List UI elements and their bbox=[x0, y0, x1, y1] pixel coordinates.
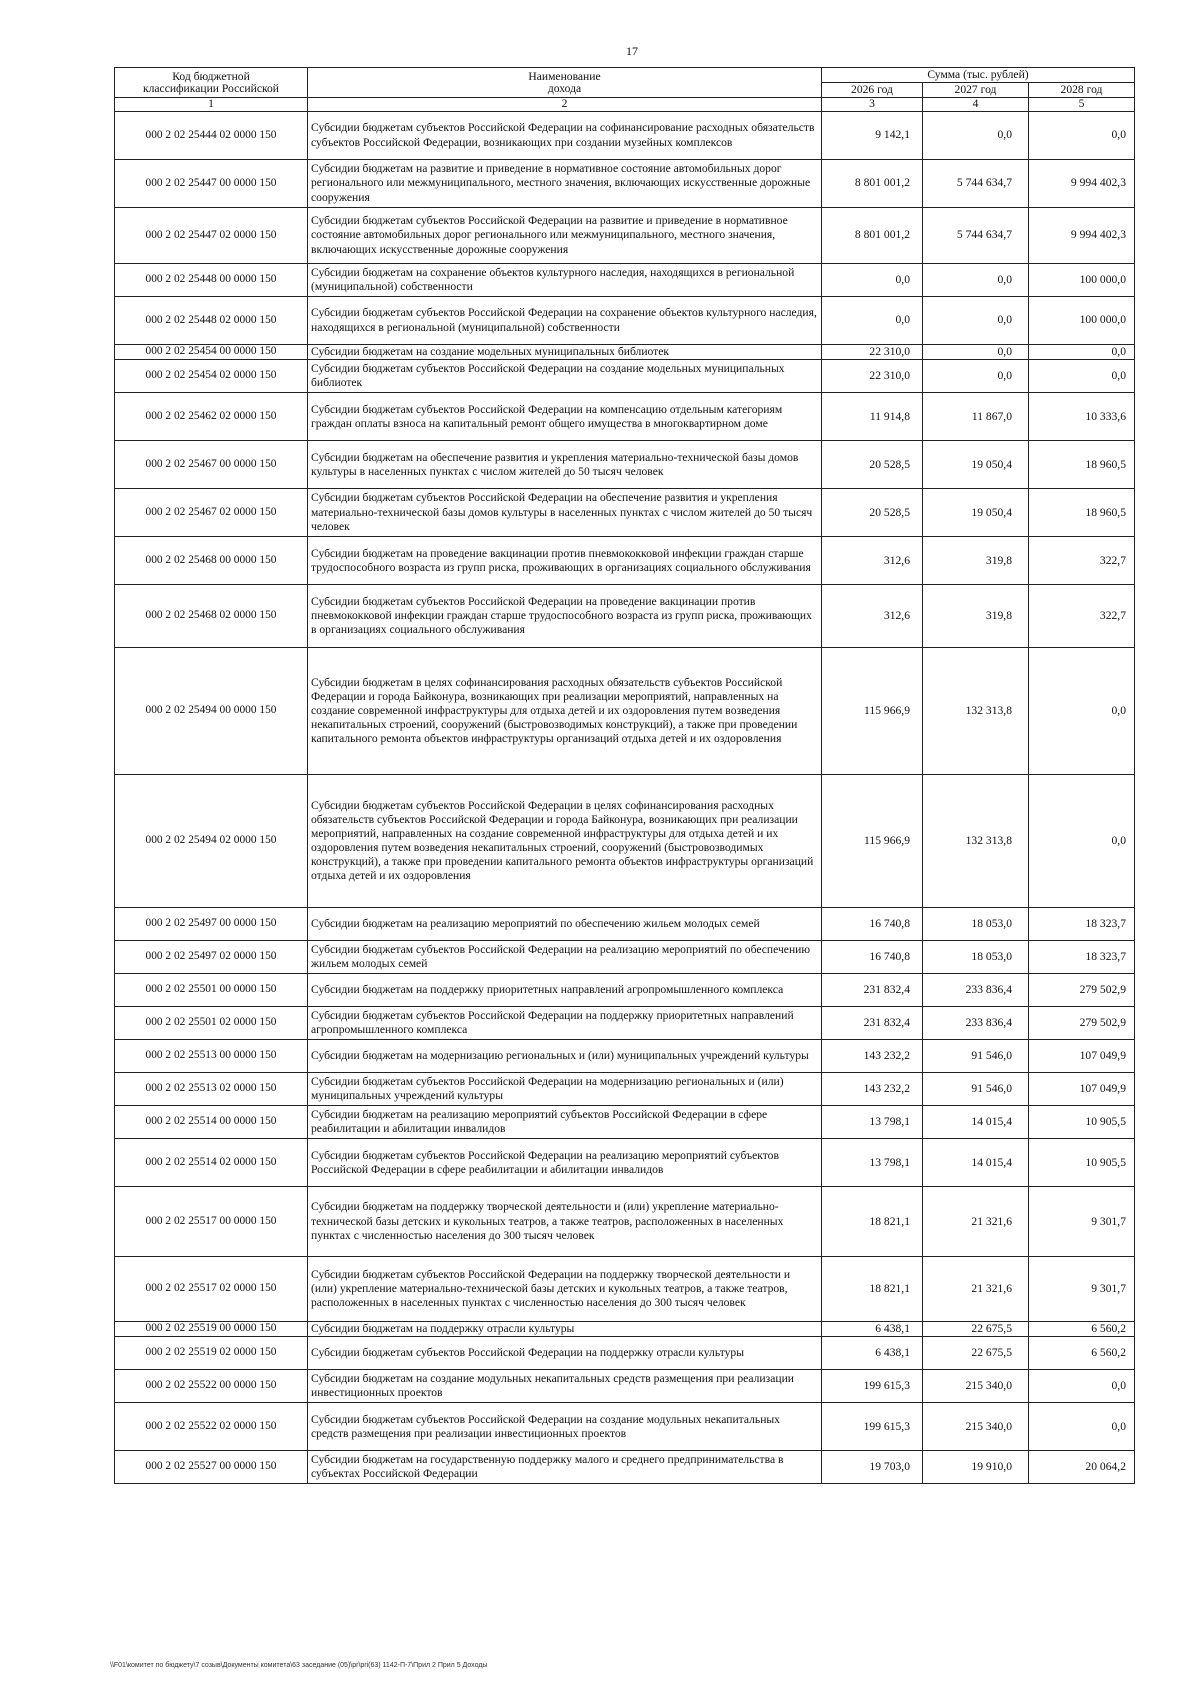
budget-code-cell: 000 2 02 25522 00 0000 150 bbox=[115, 1370, 308, 1403]
column-number: 3 bbox=[822, 98, 923, 112]
revenue-name-cell: Субсидии бюджетам на обеспечение развития и укрепления материально-технической базы домов культуры в населенных пунктах с числом жителей до 50 тысяч человек bbox=[308, 441, 822, 489]
amount-2027-cell: 21 321,6 bbox=[923, 1187, 1029, 1257]
budget-code-cell: 000 2 02 25447 00 0000 150 bbox=[115, 160, 308, 208]
amount-2028-cell: 9 994 402,3 bbox=[1029, 160, 1135, 208]
budget-code-cell: 000 2 02 25527 00 0000 150 bbox=[115, 1451, 308, 1484]
amount-2028-cell: 10 333,6 bbox=[1029, 393, 1135, 441]
budget-code-cell: 000 2 02 25514 02 0000 150 bbox=[115, 1139, 308, 1187]
revenue-name-cell: Субсидии бюджетам субъектов Российской Федерации на развитие и приведение в нормативное состояние автомобильных дорог регионального или межмуниципального, местного значения, включающих искусственные дорожные сооружения bbox=[308, 208, 822, 264]
amount-2026-cell: 6 438,1 bbox=[822, 1322, 923, 1337]
amount-2028-cell: 18 960,5 bbox=[1029, 489, 1135, 537]
amount-2026-cell: 13 798,1 bbox=[822, 1139, 923, 1187]
table-row bbox=[115, 1403, 1135, 1451]
table-row bbox=[115, 360, 1135, 393]
amount-2026-cell: 231 832,4 bbox=[822, 1007, 923, 1040]
amount-2028-cell: 0,0 bbox=[1029, 1403, 1135, 1451]
amount-2026-cell: 115 966,9 bbox=[822, 775, 923, 908]
amount-2028-cell: 9 301,7 bbox=[1029, 1187, 1135, 1257]
table-row bbox=[115, 585, 1135, 648]
amount-2027-cell: 91 546,0 bbox=[923, 1040, 1029, 1073]
table-row bbox=[115, 537, 1135, 585]
budget-code-cell: 000 2 02 25517 00 0000 150 bbox=[115, 1187, 308, 1257]
amount-2027-cell: 22 675,5 bbox=[923, 1337, 1029, 1370]
amount-2026-cell: 199 615,3 bbox=[822, 1370, 923, 1403]
revenue-name-cell: Субсидии бюджетам на сохранение объектов культурного наследия, находящихся в региональной (муниципальной) собственности bbox=[308, 264, 822, 297]
budget-code-cell: 000 2 02 25447 02 0000 150 bbox=[115, 208, 308, 264]
revenue-name-cell: Субсидии бюджетам субъектов Российской Федерации на модернизацию региональных и (или) муниципальных учреждений культуры bbox=[308, 1073, 822, 1106]
revenue-name-cell: Субсидии бюджетам на проведение вакцинации против пневмококковой инфекции граждан старше трудоспособного возраста из групп риска, проживающих в организациях социального обслуживания bbox=[308, 537, 822, 585]
amount-2027-cell: 0,0 bbox=[923, 345, 1029, 360]
budget-code-cell: 000 2 02 25454 00 0000 150 bbox=[115, 345, 308, 360]
amount-2028-cell: 100 000,0 bbox=[1029, 264, 1135, 297]
header-year-2028: 2028 год bbox=[1029, 83, 1135, 98]
budget-code-cell: 000 2 02 25468 00 0000 150 bbox=[115, 537, 308, 585]
amount-2027-cell: 233 836,4 bbox=[923, 974, 1029, 1007]
amount-2026-cell: 20 528,5 bbox=[822, 489, 923, 537]
table-row bbox=[115, 160, 1135, 208]
revenue-name-cell: Субсидии бюджетам субъектов Российской Федерации на компенсацию отдельным категориям граждан оплаты взноса на капитальный ремонт общего имущества в многоквартирном доме bbox=[308, 393, 822, 441]
amount-2027-cell: 0,0 bbox=[923, 112, 1029, 160]
budget-code-cell: 000 2 02 25501 02 0000 150 bbox=[115, 1007, 308, 1040]
amount-2028-cell: 6 560,2 bbox=[1029, 1322, 1135, 1337]
revenue-name-cell: Субсидии бюджетам на поддержку приоритетных направлений агропромышленного комплекса bbox=[308, 974, 822, 1007]
revenue-name-cell: Субсидии бюджетам субъектов Российской Федерации на создание модульных некапитальных средств размещения при реализации инвестиционных проектов bbox=[308, 1403, 822, 1451]
amount-2026-cell: 13 798,1 bbox=[822, 1106, 923, 1139]
table-row bbox=[115, 1073, 1135, 1106]
table-row bbox=[115, 1007, 1135, 1040]
amount-2028-cell: 100 000,0 bbox=[1029, 297, 1135, 345]
budget-code-cell: 000 2 02 25522 02 0000 150 bbox=[115, 1403, 308, 1451]
revenue-name-cell: Субсидии бюджетам на государственную поддержку малого и среднего предпринимательства в субъектах Российской Федерации bbox=[308, 1451, 822, 1484]
budget-code-cell: 000 2 02 25501 00 0000 150 bbox=[115, 974, 308, 1007]
amount-2028-cell: 6 560,2 bbox=[1029, 1337, 1135, 1370]
revenue-name-cell: Субсидии бюджетам субъектов Российской Федерации на проведение вакцинации против пневмококковой инфекции граждан старше трудоспособного возраста из групп риска, проживающих в организациях социального обслуживания bbox=[308, 585, 822, 648]
revenue-name-cell: Субсидии бюджетам субъектов Российской Федерации в целях софинансирования расходных обязательств субъектов Российской Федерации и города Байконура, возникающих при реализации мероприятий, направленных на создание современной инфраструктуры для отдыха детей и их оздоровления путем возведения некапитальных строений, сооружений (быстровозводимых конструкций), а также при проведении капитального ремонта объектов инфраструктуры организаций отдыха детей и их оздоровления bbox=[308, 775, 822, 908]
budget-code-cell: 000 2 02 25494 02 0000 150 bbox=[115, 775, 308, 908]
revenue-name-cell: Субсидии бюджетам на модернизацию региональных и (или) муниципальных учреждений культуры bbox=[308, 1040, 822, 1073]
table-row bbox=[115, 297, 1135, 345]
revenue-name-cell: Субсидии бюджетам в целях софинансирования расходных обязательств субъектов Российской Федерации и города Байконура, возникающих при реализации мероприятий, направленных на создание современной инфраструктуры для отдыха детей и их оздоровления путем возведения некапитальных строений, сооружений (быстровозводимых конструкций), а также при проведении капитального ремонта объектов инфраструктуры организаций отдыха детей и их оздоровления bbox=[308, 648, 822, 775]
amount-2026-cell: 199 615,3 bbox=[822, 1403, 923, 1451]
table-row bbox=[115, 1257, 1135, 1322]
amount-2026-cell: 312,6 bbox=[822, 585, 923, 648]
header-name-line1: Наименование bbox=[528, 69, 601, 83]
amount-2027-cell: 21 321,6 bbox=[923, 1257, 1029, 1322]
header-year-2026: 2026 год bbox=[822, 83, 923, 98]
amount-2027-cell: 0,0 bbox=[923, 264, 1029, 297]
table-row bbox=[115, 974, 1135, 1007]
table-row bbox=[115, 112, 1135, 160]
amount-2028-cell: 9 301,7 bbox=[1029, 1257, 1135, 1322]
table-row bbox=[115, 1040, 1135, 1073]
table-row bbox=[115, 264, 1135, 297]
amount-2028-cell: 322,7 bbox=[1029, 585, 1135, 648]
amount-2027-cell: 11 867,0 bbox=[923, 393, 1029, 441]
revenue-name-cell: Субсидии бюджетам на создание модельных муниципальных библиотек bbox=[308, 345, 822, 360]
amount-2027-cell: 19 910,0 bbox=[923, 1451, 1029, 1484]
amount-2027-cell: 319,8 bbox=[923, 537, 1029, 585]
amount-2026-cell: 18 821,1 bbox=[822, 1257, 923, 1322]
header-name-line2: дохода bbox=[547, 81, 582, 95]
table-row bbox=[115, 941, 1135, 974]
column-number: 2 bbox=[308, 98, 822, 112]
column-number: 5 bbox=[1029, 98, 1135, 112]
budget-code-cell: 000 2 02 25468 02 0000 150 bbox=[115, 585, 308, 648]
table-row bbox=[115, 1370, 1135, 1403]
revenue-table bbox=[114, 67, 1135, 1484]
budget-code-cell: 000 2 02 25494 00 0000 150 bbox=[115, 648, 308, 775]
budget-code-cell: 000 2 02 25519 02 0000 150 bbox=[115, 1337, 308, 1370]
table-row bbox=[115, 1337, 1135, 1370]
amount-2026-cell: 143 232,2 bbox=[822, 1040, 923, 1073]
header-name bbox=[308, 68, 822, 98]
revenue-name-cell: Субсидии бюджетам на создание модульных некапитальных средств размещения при реализации инвестиционных проектов bbox=[308, 1370, 822, 1403]
column-number: 1 bbox=[115, 98, 308, 112]
revenue-name-cell: Субсидии бюджетам субъектов Российской Федерации на реализацию мероприятий субъектов Российской Федерации в сфере реабилитации и абилитации инвалидов bbox=[308, 1139, 822, 1187]
amount-2028-cell: 0,0 bbox=[1029, 112, 1135, 160]
budget-code-cell: 000 2 02 25513 02 0000 150 bbox=[115, 1073, 308, 1106]
revenue-name-cell: Субсидии бюджетам на развитие и приведение в нормативное состояние автомобильных дорог регионального или межмуниципального, местного значения, включающих искусственные дорожные сооружения bbox=[308, 160, 822, 208]
amount-2026-cell: 312,6 bbox=[822, 537, 923, 585]
amount-2027-cell: 5 744 634,7 bbox=[923, 208, 1029, 264]
amount-2026-cell: 16 740,8 bbox=[822, 941, 923, 974]
amount-2026-cell: 19 703,0 bbox=[822, 1451, 923, 1484]
table-row bbox=[115, 208, 1135, 264]
amount-2028-cell: 107 049,9 bbox=[1029, 1073, 1135, 1106]
revenue-name-cell: Субсидии бюджетам на реализацию мероприятий по обеспечению жильем молодых семей bbox=[308, 908, 822, 941]
revenue-name-cell: Субсидии бюджетам субъектов Российской Федерации на софинансирование расходных обязательств субъектов Российской Федерации, возникающих при создании музейных комплексов bbox=[308, 112, 822, 160]
amount-2028-cell: 20 064,2 bbox=[1029, 1451, 1135, 1484]
amount-2027-cell: 91 546,0 bbox=[923, 1073, 1029, 1106]
amount-2027-cell: 132 313,8 bbox=[923, 775, 1029, 908]
amount-2028-cell: 279 502,9 bbox=[1029, 974, 1135, 1007]
revenue-name-cell: Субсидии бюджетам на реализацию мероприятий субъектов Российской Федерации в сфере реабилитации и абилитации инвалидов bbox=[308, 1106, 822, 1139]
amount-2026-cell: 22 310,0 bbox=[822, 360, 923, 393]
amount-2027-cell: 19 050,4 bbox=[923, 489, 1029, 537]
budget-code-cell: 000 2 02 25519 00 0000 150 bbox=[115, 1322, 308, 1337]
amount-2026-cell: 143 232,2 bbox=[822, 1073, 923, 1106]
amount-2026-cell: 0,0 bbox=[822, 264, 923, 297]
revenue-name-cell: Субсидии бюджетам на поддержку отрасли культуры bbox=[308, 1322, 822, 1337]
budget-code-cell: 000 2 02 25513 00 0000 150 bbox=[115, 1040, 308, 1073]
amount-2027-cell: 18 053,0 bbox=[923, 908, 1029, 941]
header-code-line1: Код бюджетной bbox=[172, 69, 250, 83]
amount-2026-cell: 16 740,8 bbox=[822, 908, 923, 941]
header-sum: Сумма (тыс. рублей) bbox=[822, 68, 1135, 83]
amount-2028-cell: 0,0 bbox=[1029, 775, 1135, 908]
amount-2028-cell: 0,0 bbox=[1029, 360, 1135, 393]
amount-2026-cell: 9 142,1 bbox=[822, 112, 923, 160]
amount-2026-cell: 0,0 bbox=[822, 297, 923, 345]
amount-2028-cell: 0,0 bbox=[1029, 1370, 1135, 1403]
table-row bbox=[115, 489, 1135, 537]
budget-code-cell: 000 2 02 25454 02 0000 150 bbox=[115, 360, 308, 393]
amount-2028-cell: 322,7 bbox=[1029, 537, 1135, 585]
footer-file-path: \\F01\комитет по бюджету\7 созыв\Документы комитета\63 заседание (05)\pr\pri(63) 1142-П-7\Прил 2 Прил 5 Доходы bbox=[110, 1662, 488, 1669]
budget-code-cell: 000 2 02 25514 00 0000 150 bbox=[115, 1106, 308, 1139]
header-year-2027: 2027 год bbox=[923, 83, 1029, 98]
amount-2026-cell: 231 832,4 bbox=[822, 974, 923, 1007]
amount-2027-cell: 233 836,4 bbox=[923, 1007, 1029, 1040]
budget-code-cell: 000 2 02 25517 02 0000 150 bbox=[115, 1257, 308, 1322]
amount-2027-cell: 132 313,8 bbox=[923, 648, 1029, 775]
revenue-name-cell: Субсидии бюджетам субъектов Российской Федерации на поддержку творческой деятельности и (или) укрепление материально-технической базы детских и кукольных театров, а также театров, расположенных в населенных пунктах с численностью населения до 300 тысяч человек bbox=[308, 1257, 822, 1322]
amount-2027-cell: 5 744 634,7 bbox=[923, 160, 1029, 208]
revenue-name-cell: Субсидии бюджетам субъектов Российской Федерации на обеспечение развития и укрепления материально-технической базы домов культуры в населенных пунктах с числом жителей до 50 тысяч человек bbox=[308, 489, 822, 537]
amount-2027-cell: 215 340,0 bbox=[923, 1403, 1029, 1451]
column-number: 4 bbox=[923, 98, 1029, 112]
budget-code-cell: 000 2 02 25448 02 0000 150 bbox=[115, 297, 308, 345]
amount-2028-cell: 279 502,9 bbox=[1029, 1007, 1135, 1040]
amount-2026-cell: 20 528,5 bbox=[822, 441, 923, 489]
amount-2027-cell: 22 675,5 bbox=[923, 1322, 1029, 1337]
amount-2026-cell: 115 966,9 bbox=[822, 648, 923, 775]
amount-2026-cell: 18 821,1 bbox=[822, 1187, 923, 1257]
amount-2027-cell: 0,0 bbox=[923, 360, 1029, 393]
amount-2027-cell: 14 015,4 bbox=[923, 1139, 1029, 1187]
budget-code-cell: 000 2 02 25448 00 0000 150 bbox=[115, 264, 308, 297]
budget-code-cell: 000 2 02 25467 00 0000 150 bbox=[115, 441, 308, 489]
table-row bbox=[115, 441, 1135, 489]
amount-2028-cell: 0,0 bbox=[1029, 648, 1135, 775]
amount-2027-cell: 18 053,0 bbox=[923, 941, 1029, 974]
amount-2028-cell: 10 905,5 bbox=[1029, 1139, 1135, 1187]
budget-code-cell: 000 2 02 25467 02 0000 150 bbox=[115, 489, 308, 537]
amount-2026-cell: 6 438,1 bbox=[822, 1337, 923, 1370]
amount-2028-cell: 107 049,9 bbox=[1029, 1040, 1135, 1073]
amount-2028-cell: 18 323,7 bbox=[1029, 941, 1135, 974]
amount-2028-cell: 0,0 bbox=[1029, 345, 1135, 360]
amount-2027-cell: 14 015,4 bbox=[923, 1106, 1029, 1139]
table-row bbox=[115, 1139, 1135, 1187]
revenue-name-cell: Субсидии бюджетам субъектов Российской Федерации на поддержку приоритетных направлений агропромышленного комплекса bbox=[308, 1007, 822, 1040]
budget-code-cell: 000 2 02 25497 00 0000 150 bbox=[115, 908, 308, 941]
header-code bbox=[115, 68, 308, 98]
amount-2027-cell: 215 340,0 bbox=[923, 1370, 1029, 1403]
amount-2027-cell: 0,0 bbox=[923, 297, 1029, 345]
amount-2026-cell: 22 310,0 bbox=[822, 345, 923, 360]
revenue-name-cell: Субсидии бюджетам на поддержку творческой деятельности и (или) укрепление материально-технической базы детских и кукольных театров, а также театров, расположенных в населенных пунктах с численностью населения до 300 тысяч человек bbox=[308, 1187, 822, 1257]
table-row bbox=[115, 648, 1135, 775]
header-code-line2: классификации Российской bbox=[142, 81, 280, 95]
table-row bbox=[115, 393, 1135, 441]
amount-2027-cell: 19 050,4 bbox=[923, 441, 1029, 489]
amount-2026-cell: 8 801 001,2 bbox=[822, 160, 923, 208]
revenue-name-cell: Субсидии бюджетам субъектов Российской Федерации на поддержку отрасли культуры bbox=[308, 1337, 822, 1370]
table-body bbox=[115, 112, 1135, 1484]
revenue-name-cell: Субсидии бюджетам субъектов Российской Федерации на сохранение объектов культурного наследия, находящихся в региональной (муниципальной) собственности bbox=[308, 297, 822, 345]
page-number: 17 bbox=[626, 44, 638, 58]
table-row bbox=[115, 775, 1135, 908]
table-row bbox=[115, 1322, 1135, 1337]
budget-code-cell: 000 2 02 25462 02 0000 150 bbox=[115, 393, 308, 441]
table-row bbox=[115, 908, 1135, 941]
budget-code-cell: 000 2 02 25497 02 0000 150 bbox=[115, 941, 308, 974]
amount-2028-cell: 9 994 402,3 bbox=[1029, 208, 1135, 264]
table-row bbox=[115, 345, 1135, 360]
revenue-name-cell: Субсидии бюджетам субъектов Российской Федерации на создание модельных муниципальных библиотек bbox=[308, 360, 822, 393]
amount-2028-cell: 10 905,5 bbox=[1029, 1106, 1135, 1139]
revenue-name-cell: Субсидии бюджетам субъектов Российской Федерации на реализацию мероприятий по обеспечению жильем молодых семей bbox=[308, 941, 822, 974]
amount-2028-cell: 18 323,7 bbox=[1029, 908, 1135, 941]
table-row bbox=[115, 1106, 1135, 1139]
amount-2027-cell: 319,8 bbox=[923, 585, 1029, 648]
amount-2026-cell: 8 801 001,2 bbox=[822, 208, 923, 264]
table-row bbox=[115, 1187, 1135, 1257]
amount-2028-cell: 18 960,5 bbox=[1029, 441, 1135, 489]
amount-2026-cell: 11 914,8 bbox=[822, 393, 923, 441]
table-row bbox=[115, 1451, 1135, 1484]
budget-code-cell: 000 2 02 25444 02 0000 150 bbox=[115, 112, 308, 160]
